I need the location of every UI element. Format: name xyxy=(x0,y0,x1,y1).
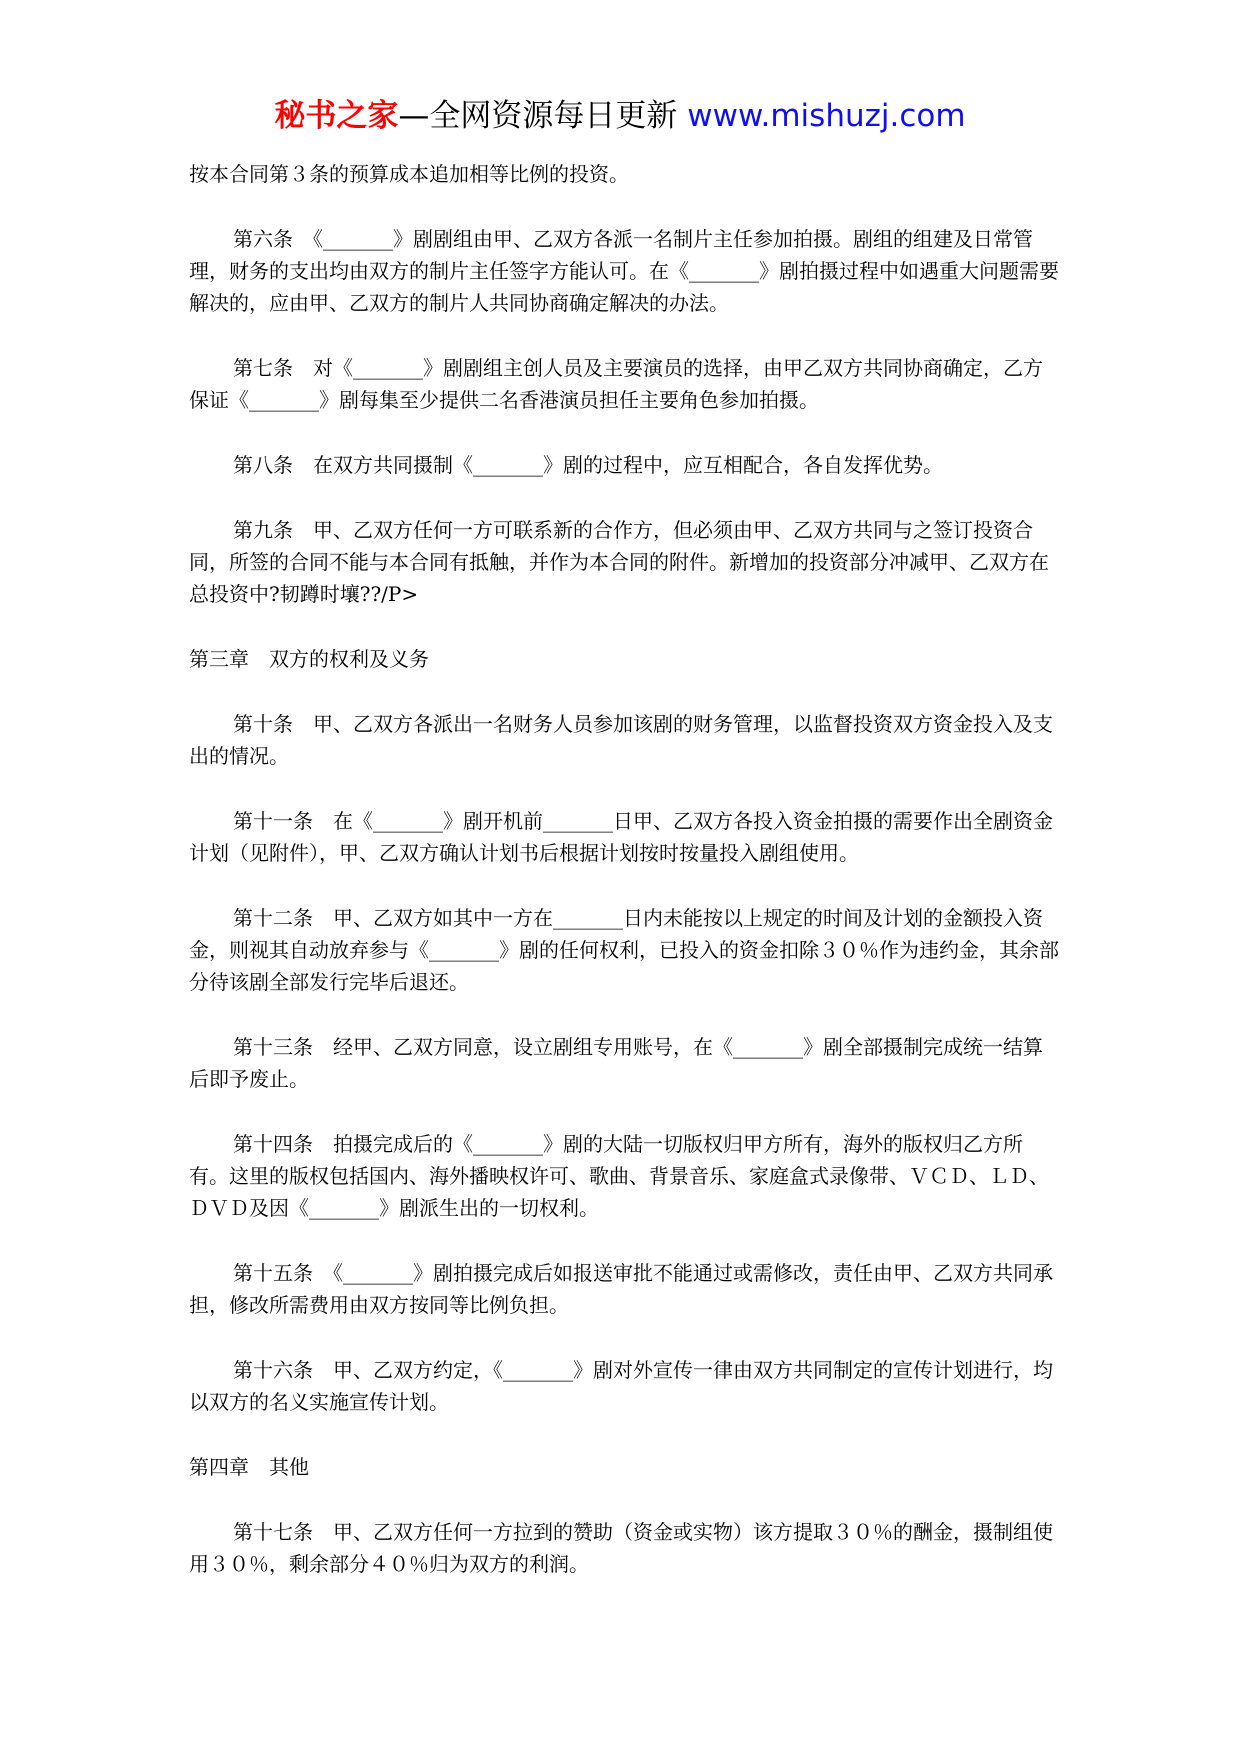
article-17: 第十七条 甲、乙双方任何一方拉到的赞助（资金或实物）该方提取３０％的酬金，摄制组使用３０％，剩余部分４０％归为双方的利润。 xyxy=(189,1520,1053,1576)
header-slogan: —全网资源每日更新 xyxy=(398,98,678,134)
site-url-link[interactable]: www.mishuzj.com xyxy=(687,98,966,134)
article-11: 第十一条 在《_______》剧开机前_______日甲、乙双方各投入资金拍摄的需要作出全剧资金计划（见附件），甲、乙双方确认计划书后根据计划按时按量投入剧组使用。 xyxy=(189,809,1053,865)
article-15: 第十五条 《_______》剧拍摄完成后如报送审批不能通过或需修改，责任由甲、乙双方共同承担，修改所需费用由双方按同等比例负担。 xyxy=(189,1261,1053,1317)
article-13: 第十三条 经甲、乙双方同意，设立剧组专用账号，在《_______》剧全部摄制完成统一结算后即予废止。 xyxy=(189,1035,1043,1091)
article-6: 第六条 《_______》剧剧组由甲、乙双方各派一名制片主任参加拍摄。剧组的组建及日常管理，财务的支出均由双方的制片主任签字方能认可。在《_______》剧拍摄过程中如遇重大问题需要解决的，应由甲、乙双方的制片人共同协商确定解决的办法。 xyxy=(189,227,1059,315)
article-16: 第十六条 甲、乙双方约定，《_______》剧对外宣传一律由双方共同制定的宣传计划进行，均以双方的名义实施宣传计划。 xyxy=(189,1358,1053,1414)
article-10: 第十条 甲、乙双方各派出一名财务人员参加该剧的财务管理，以监督投资双方资金投入及支出的情况。 xyxy=(189,712,1053,768)
contract-body xyxy=(189,158,1059,1613)
chapter-3-heading: 第三章 双方的权利及义务 xyxy=(189,647,429,671)
article-14: 第十四条 拍摄完成后的《_______》剧的大陆一切版权归甲方所有，海外的版权归乙方所有。这里的版权包括国内、海外播映权许可、歌曲、背景音乐、家庭盒式录像带、ＶＣＤ、ＬＤ、ＤＶＤ及因《_______》剧派生出的一切权利。 xyxy=(189,1132,1049,1220)
paragraph-continuation: 按本合同第３条的预算成本追加相等比例的投资。 xyxy=(189,162,629,186)
article-7: 第七条 对《_______》剧剧组主创人员及主要演员的选择，由甲乙双方共同协商确定，乙方保证《_______》剧每集至少提供二名香港演员担任主要角色参加拍摄。 xyxy=(189,356,1043,412)
article-12: 第十二条 甲、乙双方如其中一方在_______日内未能按以上规定的时间及计划的金额投入资金，则视其自动放弃参与《_______》剧的任何权利，已投入的资金扣除３０％作为违约金，其余部分待该剧全部发行完毕后退还。 xyxy=(189,906,1059,994)
chapter-4-heading: 第四章 其他 xyxy=(189,1455,309,1479)
site-header xyxy=(0,96,1240,136)
brand-name: 秘书之家 xyxy=(274,98,399,134)
article-8: 第八条 在双方共同摄制《_______》剧的过程中，应互相配合，各自发挥优势。 xyxy=(233,453,943,477)
article-9: 第九条 甲、乙双方任何一方可联系新的合作方，但必须由甲、乙双方共同与之签订投资合同，所签的合同不能与本合同有抵触，并作为本合同的附件。新增加的投资部分冲减甲、乙双方在总投资中?韧蹲时壤??/P> xyxy=(189,518,1049,606)
